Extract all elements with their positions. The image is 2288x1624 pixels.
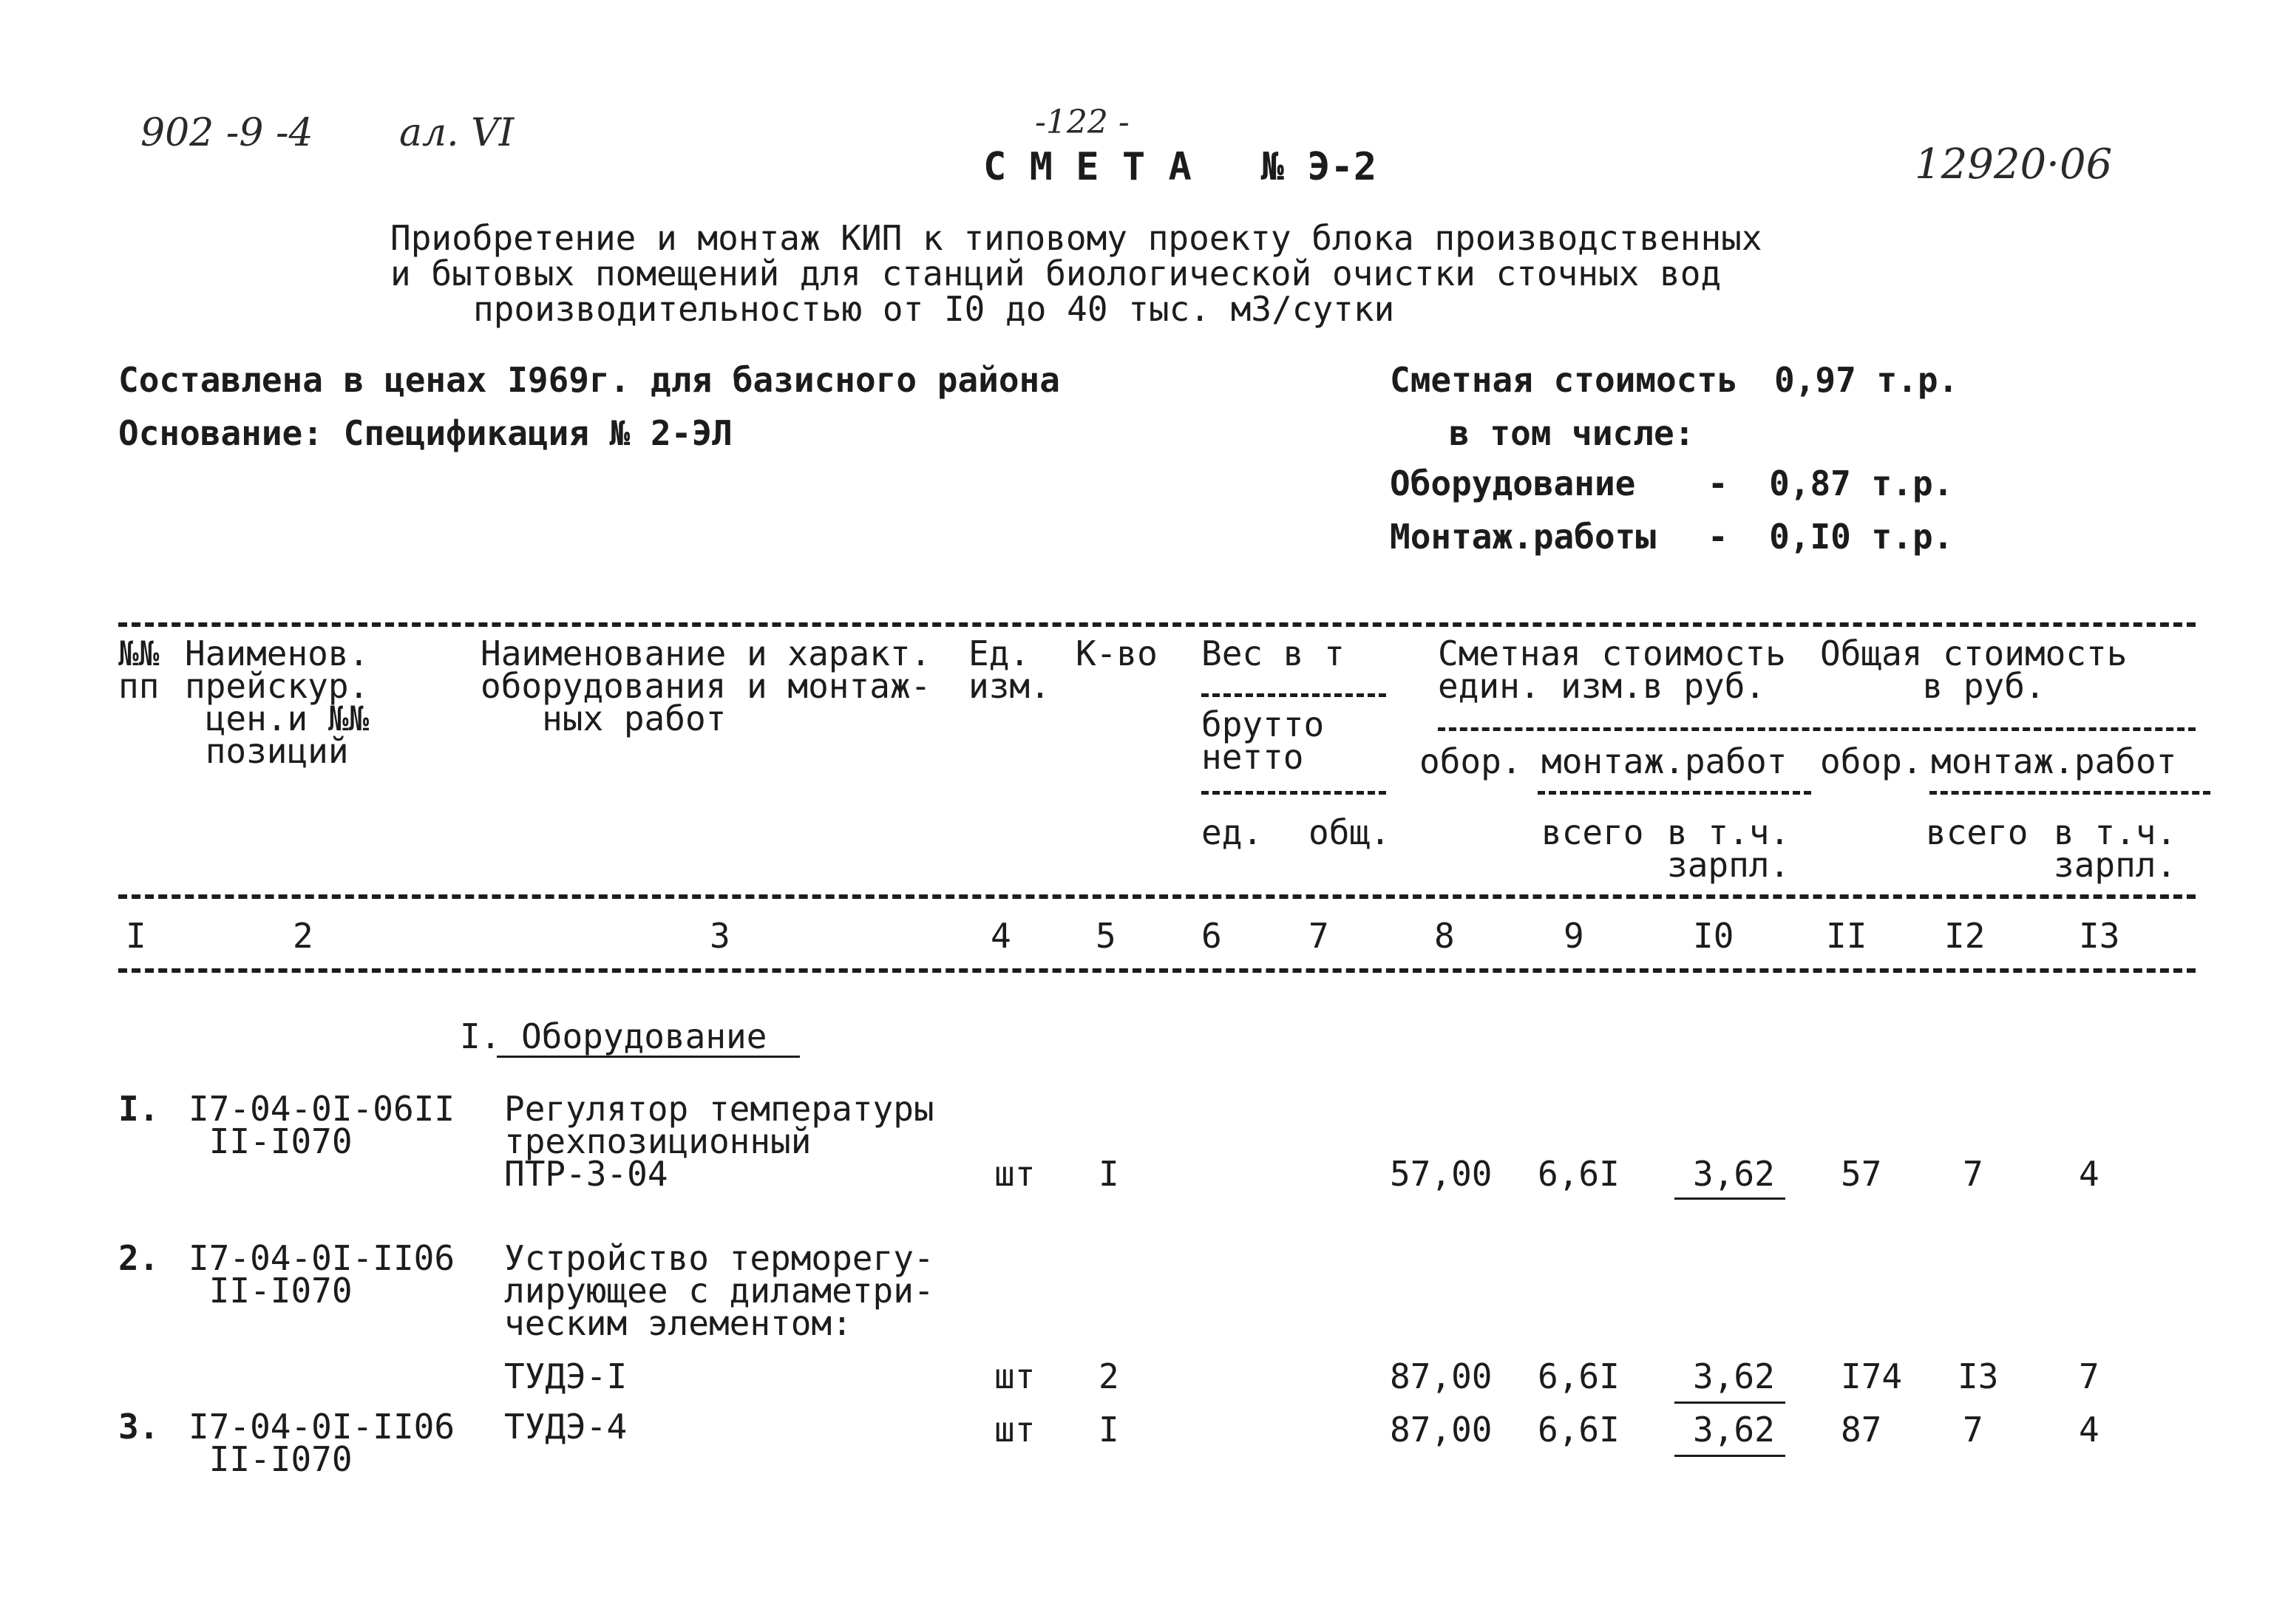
row-1-wages-underline [1674,1197,1785,1200]
row-1-unit: шт [994,1154,1036,1194]
col-number-13: I3 [2079,916,2120,956]
col-number-5: 5 [1096,916,1116,956]
subtitle-line-2: и бытовых помещений для станций биологической очистки сточных вод [390,254,1722,293]
weight-divider [1201,693,1386,697]
col-number-6: 6 [1201,916,1222,956]
row-2-unit: шт [994,1356,1036,1396]
row-1-unit-wages: 3,62 [1693,1154,1775,1194]
col-header-total-cost: Общая стоимость в руб. [1820,633,2128,706]
row-2-unit-wages: 3,62 [1693,1356,1775,1396]
specification-basis-line: Основание: Спецификация № 2-ЭЛ [118,413,733,453]
row-2-quantity: 2 [1099,1356,1119,1396]
estimated-cost-value: 0,97 т.р. [1774,360,1959,400]
subtitle-line-3: производительностью от I0 до 40 тыс. м3/сутки [473,289,1395,329]
row-3-total-mounting: 7 [1963,1410,1983,1450]
col-header-total-mount-wages: в т.ч. зарпл. [2054,812,2177,885]
row-2-total-wages: 7 [2079,1356,2099,1396]
col-number-9: 9 [1564,916,1584,956]
col-header-equipment-name: Наименование и характ. оборудования и монтаж- ных работ [481,633,931,738]
col-header-total-equipment: обор. [1820,741,1923,781]
col-header-weight-unit: ед. [1201,812,1263,852]
row-2-name: Устройство терморегу- лирующее с диламетри- ческим элементом: [504,1238,934,1343]
col-number-7: 7 [1308,916,1329,956]
mounting-cost-label: Монтаж.работы [1390,517,1657,557]
col-header-unit-mounting: монтаж.работ [1541,741,1788,781]
col-header-quantity: К-во [1076,633,1158,673]
column-numbers-rule [118,968,2196,973]
row-3-total-equipment: 87 [1841,1410,1882,1450]
handwritten-code-left: 902 -9 -4 [140,111,313,155]
col-header-unit-mount-total: всего [1541,812,1644,852]
row-2-total-mounting: I3 [1958,1356,1999,1396]
unit-mount-divider [1538,791,1811,795]
col-header-weight-total: общ. [1308,812,1391,852]
col-number-3: 3 [710,916,730,956]
row-3-name: ТУДЭ-4 [504,1407,628,1447]
row-1-total-wages: 4 [2079,1154,2099,1194]
row-3-number: 3. [118,1407,160,1447]
weight-sub-divider [1201,791,1386,795]
row-1-name: Регулятор температуры трехпозиционный ПТР-3-04 [504,1089,934,1194]
col-number-1: I [126,916,146,956]
row-3-unit-equipment: 87,00 [1390,1410,1493,1450]
prices-basis-line: Составлена в ценах I969г. для базисного района [118,360,1060,400]
col-header-total-mount-total: всего [1926,812,2029,852]
col-header-price-code: Наименов. прейскур. цен.и №№ позиций [185,633,370,771]
row-2-unit-mounting: 6,6I [1538,1356,1620,1396]
row-1-total-equipment: 57 [1841,1154,1882,1194]
header-bottom-rule [118,894,2196,899]
row-1-number: I. [118,1089,160,1129]
row-2-total-equipment: I74 [1841,1356,1903,1396]
including-label: в том числе: [1449,413,1695,453]
col-header-gross-net: брутто нетто [1201,704,1325,777]
row-1-unit-equipment: 57,00 [1390,1154,1493,1194]
cost-divider [1438,727,2196,731]
col-header-weight: Вес в т [1201,633,1345,673]
document-title: С М Е Т А № Э-2 [983,145,1377,189]
row-1-quantity: I [1099,1154,1119,1194]
handwritten-code-right: 12920·06 [1915,140,2113,188]
total-mount-divider [1929,791,2210,795]
row-1-total-mounting: 7 [1963,1154,1983,1194]
col-number-12: I2 [1944,916,1986,956]
table-top-rule [118,622,2196,627]
col-header-total-mounting: монтаж.работ [1931,741,2177,781]
row-3-total-wages: 4 [2079,1410,2099,1450]
col-header-unit-equipment: обор. [1419,741,1522,781]
row-3-price-code: I7-04-0I-II06 II-I070 [189,1407,455,1479]
col-header-unit-mount-wages: в т.ч. зарпл. [1667,812,1790,885]
row-2-wages-underline [1674,1402,1785,1404]
row-2-unit-equipment: 87,00 [1390,1356,1493,1396]
row-3-unit: шт [994,1410,1036,1450]
row-3-wages-underline [1674,1455,1785,1457]
row-2-price-code: I7-04-0I-II06 II-I070 [189,1238,455,1311]
subtitle-line-1: Приобретение и монтаж КИП к типовому проекту блока производственных [390,218,1762,258]
handwritten-page-number: -122 - [1035,103,1130,141]
col-header-unit-cost: Сметная стоимость един. изм.в руб. [1438,633,1786,706]
row-3-unit-mounting: 6,6I [1538,1410,1620,1450]
row-1-unit-mounting: 6,6I [1538,1154,1620,1194]
equipment-cost-label: Оборудование [1390,463,1636,503]
section-heading: I. Оборудование [460,1016,767,1056]
row-1-price-code: I7-04-0I-06II II-I070 [189,1089,455,1161]
col-header-unit: Ед. изм. [968,633,1050,706]
equipment-cost-value: - 0,87 т.р. [1708,463,1954,503]
col-number-2: 2 [293,916,313,956]
col-header-item-number: №№ пп [118,633,160,706]
col-number-8: 8 [1434,916,1455,956]
row-2-number: 2. [118,1238,160,1278]
mounting-cost-value: - 0,I0 т.р. [1708,517,1954,557]
col-number-10: I0 [1693,916,1734,956]
section-underline [497,1056,800,1058]
col-number-11: II [1826,916,1867,956]
row-3-quantity: I [1099,1410,1119,1450]
col-number-4: 4 [991,916,1011,956]
handwritten-album-number: ал. VI [399,111,515,155]
row-2-subname: ТУДЭ-I [504,1356,628,1396]
estimated-cost-label: Сметная стоимость [1390,360,1738,400]
row-3-unit-wages: 3,62 [1693,1410,1775,1450]
